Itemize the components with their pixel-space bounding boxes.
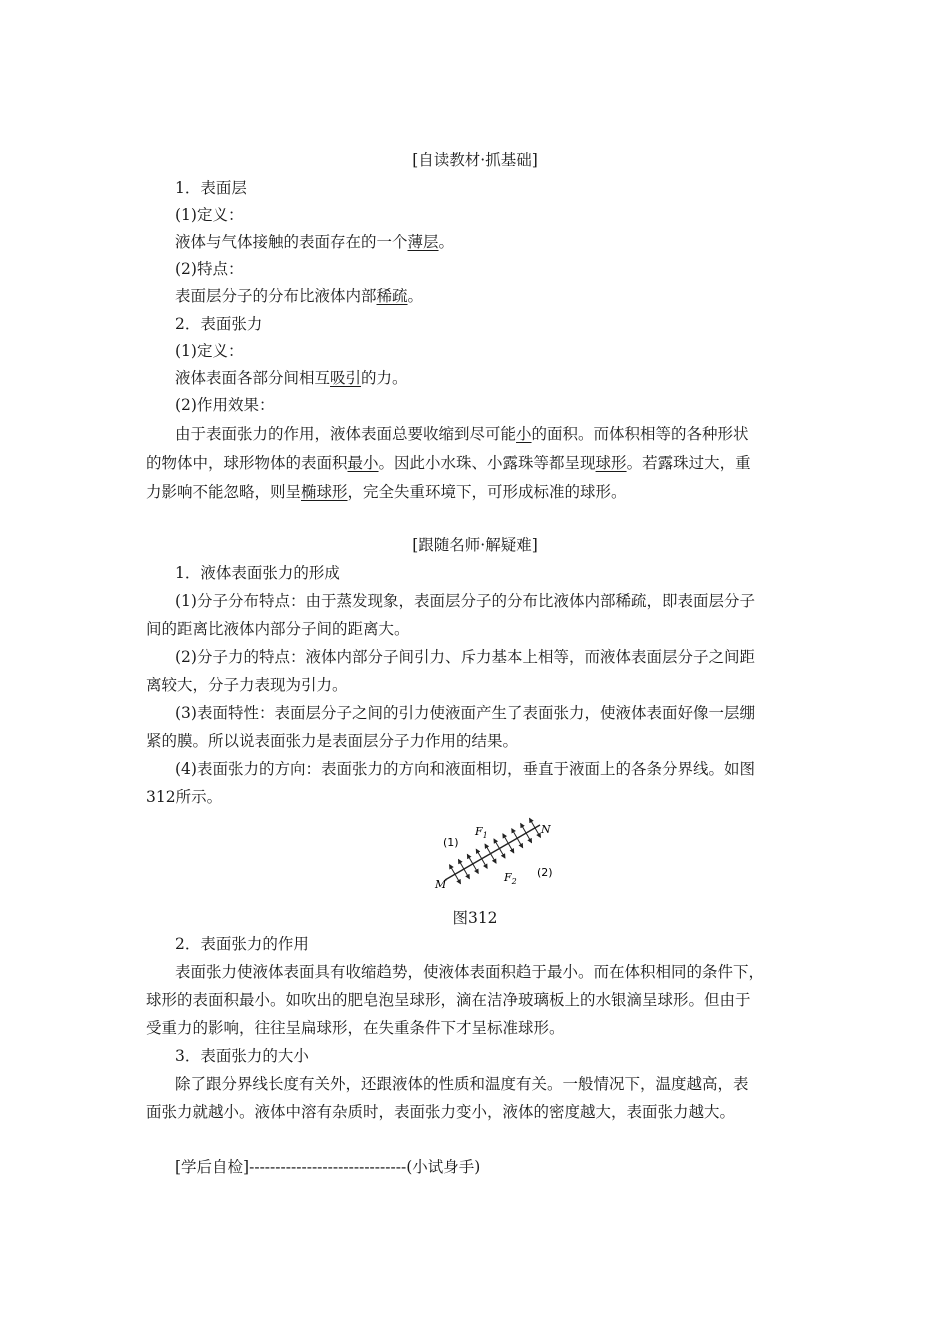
paragraph-definition-2: 液体表面各部分间相互吸引的力。 (175, 369, 408, 387)
paragraph-formation-line-4: 离较大，分子力表现为引力。 (146, 676, 348, 694)
heading-effect-of-tension: 2．表面张力的作用 (175, 935, 309, 953)
paragraph-effect-line-2: 的物体中，球形物体的表面积最小。因此小水珠、小露珠等都呈现球形。若露珠过大，重 (146, 454, 751, 472)
subheading-definition-2: (1)定义： (175, 342, 244, 360)
answer-underline: 球形 (595, 454, 627, 472)
force-arrow (503, 834, 514, 853)
force-arrow (450, 865, 461, 884)
heading-surface-layer: 1．表面层 (175, 179, 247, 197)
subheading-definition-1: (1)定义： (175, 206, 244, 224)
answer-underline: 最小 (347, 454, 379, 472)
paragraph-effect-line-b: 球形的表面积最小。如吹出的肥皂泡呈球形，滴在洁净玻璃板上的水银滴呈球形。但由于 (146, 991, 751, 1009)
surface-tension-diagram (425, 810, 565, 900)
point-label-n: N (541, 823, 551, 836)
force-arrow (467, 854, 478, 873)
paragraph-formation-line-1: (1)分子分布特点：由于蒸发现象，表面层分子的分布比液体内部稀疏，即表面层分子 (175, 592, 755, 610)
figure-caption: 图312 (452, 909, 498, 927)
heading-surface-tension: 2．表面张力 (175, 315, 263, 333)
paragraph-effect-line-3: 力影响不能忽略，则呈椭球形，完全失重环境下，可形成标准的球形。 (146, 483, 627, 501)
force-arrow (485, 844, 496, 863)
paragraph-feature: 表面层分子的分布比液体内部稀疏。 (175, 287, 424, 305)
heading-formation: 1．液体表面张力的形成 (175, 564, 340, 582)
point-label-m: M (435, 878, 447, 891)
self-check-footer: [学后自检]------------------------------(小试身手) (175, 1158, 481, 1176)
paragraph-definition-1: 液体与气体接触的表面存在的一个薄层。 (175, 233, 455, 251)
subheading-effect: (2)作用效果： (175, 396, 275, 414)
paragraph-magnitude-line-2: 面张力就越小。液体中溶有杂质时，表面张力变小，液体的密度越大，表面张力越大。 (146, 1103, 736, 1121)
paragraph-formation-line-7: (4)表面张力的方向：表面张力的方向和液面相切，垂直于液面上的各条分界线。如图 (175, 760, 755, 778)
force-arrow (476, 849, 487, 868)
paragraph-formation-line-8: 312所示。 (146, 788, 223, 806)
paragraph-magnitude-line-1: 除了跟分界线长度有关外，还跟液体的性质和温度有关。一般情况下，温度越高，表 (175, 1075, 749, 1093)
answer-underline: 椭球形 (301, 483, 348, 501)
force-arrow (521, 824, 532, 843)
paragraph-effect-line-a: 表面张力使液体表面具有收缩趋势，使液体表面积趋于最小。而在体积相同的条件下， (175, 963, 765, 981)
answer-underline: 小 (516, 425, 532, 443)
force-arrow (512, 829, 523, 848)
force-arrow (458, 860, 469, 879)
section-header-teacher: [跟随名师·解疑难] (412, 536, 538, 554)
answer-underline: 稀疏 (376, 287, 408, 305)
section-header-self-study: [自读教材·抓基础] (412, 151, 538, 169)
paragraph-formation-line-2: 间的距离比液体内部分子间的距离大。 (146, 620, 410, 638)
paragraph-effect-line-c: 受重力的影响，往往呈扁球形，在失重条件下才呈标准球形。 (146, 1019, 565, 1037)
region-label-1: (1) (443, 836, 459, 849)
paragraph-effect-line-1: 由于表面张力的作用，液体表面总要收缩到尽可能小的面积。而体积相等的各种形状 (175, 425, 749, 443)
surface-tension-figure (425, 810, 565, 900)
answer-underline: 薄层 (407, 233, 439, 251)
force-label-f2: $F_2$ (504, 871, 517, 886)
subheading-feature: (2)特点： (175, 260, 244, 278)
paragraph-formation-line-6: 紧的膜。所以说表面张力是表面层分子力作用的结果。 (146, 732, 519, 750)
paragraph-formation-line-3: (2)分子力的特点：液体内部分子间引力、斥力基本上相等，而液体表面层分子之间距 (175, 648, 755, 666)
paragraph-formation-line-5: (3)表面特性：表面层分子之间的引力使液面产生了表面张力，使液体表面好像一层绷 (175, 704, 755, 722)
heading-magnitude: 3．表面张力的大小 (175, 1047, 309, 1065)
force-label-f1: $F_1$ (475, 825, 488, 840)
region-label-2: (2) (537, 866, 553, 879)
answer-underline: 吸引 (330, 369, 362, 387)
force-arrow (530, 818, 541, 837)
force-arrow (494, 839, 505, 858)
